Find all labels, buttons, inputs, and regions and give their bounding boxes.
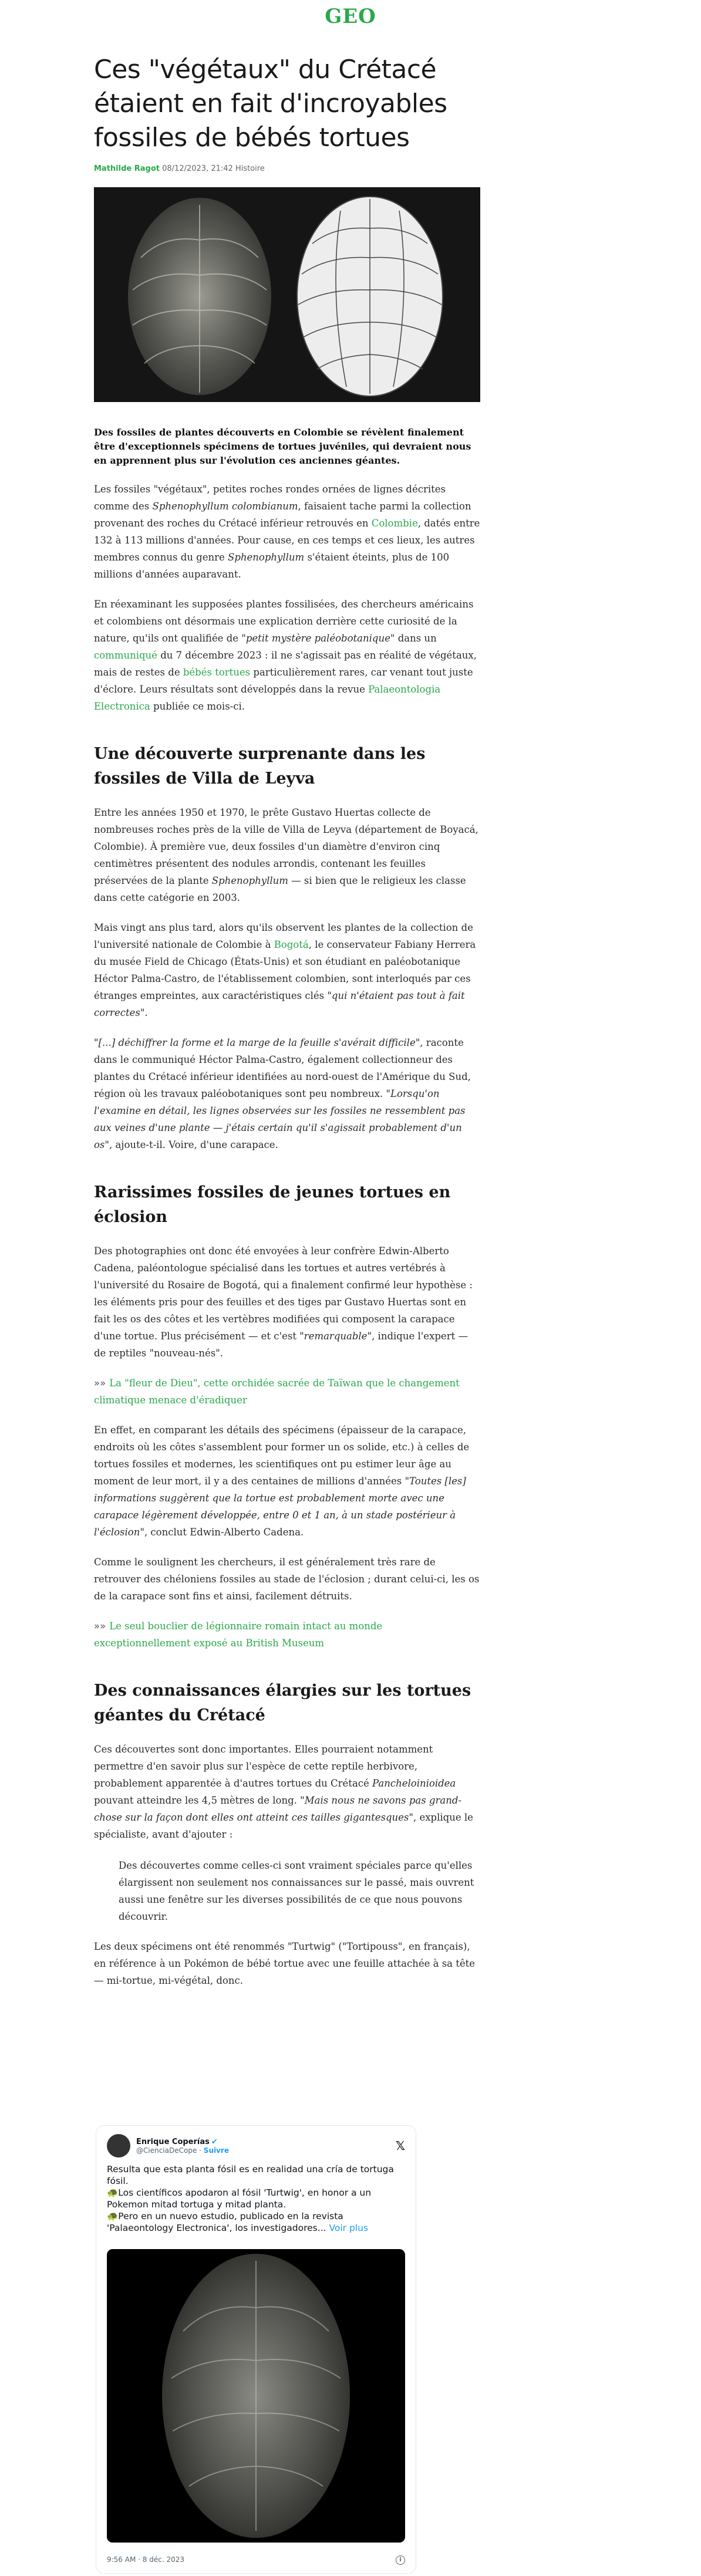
- x-logo-icon[interactable]: 𝕏: [395, 2139, 405, 2153]
- verified-badge-icon: ✔: [211, 2137, 218, 2146]
- article: [94, 53, 480, 1989]
- paragraph-7: En effet, en comparant les détails des spécimens (épaisseur de la carapace, endroits où les côtes s'assemblent pour former un os solide, etc.) à celles de tortues fossiles et modernes, les scientifiques ont pu estimer leur âge au moment de leur mort, il y a des centaines de millions d'années "Toutes [les] informations suggèrent que la tortue est probablement morte avec une carapace légèrement développée, entre 0 et 1 an, à un stade postérieur à l'éclosion", conclut Edwin-Alberto Cadena.: [94, 1424, 470, 1538]
- publish-datetime: 08/12/2023, 21:42: [162, 164, 233, 173]
- tweet-media-image[interactable]: [107, 2249, 405, 2543]
- related-article-2-link[interactable]: Le seul bouclier de légionnaire romain intact au monde exceptionnellement exposé au British Museum: [94, 1620, 383, 1649]
- article-meta: [94, 164, 480, 173]
- related-article-1-link[interactable]: La "fleur de Dieu", cette orchidée sacrée de Taïwan que le changement climatique menace d'éradiquer: [94, 1378, 460, 1406]
- author-link[interactable]: Mathilde Ragot: [94, 164, 160, 173]
- section-heading-2: Rarissimes fossiles de jeunes tortues en éclosion: [94, 1183, 451, 1226]
- article-title: Ces "végétaux" du Crétacé étaient en fait d'incroyables fossiles de bébés tortues: [94, 55, 447, 153]
- related-arrow-icon: »»: [94, 1620, 106, 1632]
- paragraph-5: "[...] déchiffrer la forme et la marge de la feuille s'avérait difficile", raconte dans le communiqué Héctor Palma-Castro, également collectionneur des plantes du Crétacé inférieur identifiées au nord-ouest de l'Amérique du Sud, région où les travaux paléobotaniques sont peu nombreux. "Lorsqu'on l'examine en détail, les lignes observées sur les fossiles ne ressemblent pas aux veines d'une plante — j'étais certain qu'il s'agissait probablement d'un os", ajoute-t-il. Voire, d'une carapace.: [94, 1037, 471, 1150]
- paragraph-2: En réexaminant les supposées plantes fossilisées, des chercheurs américains et colombiens ont désormais une explication derrière cette curiosité de la nature, qu'ils ont qualifiée de "petit mystère paléobotanique" dans un communiqué du 7 décembre 2023 : il ne s'agissait pas en réalité de végétaux, mais de restes de bébés tortues particulièrement rares, car venant tout juste d'éclore. Leurs résultats sont développés dans la revue Palaeontologia Electronica publiée ce mois-ci.: [94, 599, 477, 712]
- link-palaeontologia[interactable]: Palaeontologia Electronica: [94, 684, 441, 712]
- embedded-tweet[interactable]: [96, 2125, 416, 2574]
- paragraph-6: Des photographies ont donc été envoyées à leur confrère Edwin-Alberto Cadena, paléontologue spécialisé dans les tortues et autres vertébrés à l'université du Rosaire de Bogotá, qui a finalement confirmé leur hypothèse : les éléments pris pour des feuilles et des tiges par Gustavo Huertas sont en fait les os des côtes et les vertèbres modifiées qui composent la carapace d'une tortue. Plus précisément — et c'est "remarquable", indique l'expert — de reptiles "nouveau-nés".: [94, 1245, 473, 1359]
- tweet-line-2: 🐢Los científicos apodaron al fósil 'Turtwig', en honor a un Pokemon mitad tortuga y mitad planta.: [107, 2187, 372, 2210]
- info-icon[interactable]: i: [396, 2555, 405, 2565]
- turtle-fossil-illustration: [94, 187, 480, 402]
- tweet-author-name[interactable]: Enrique Coperías: [136, 2137, 210, 2146]
- category-link[interactable]: Histoire: [235, 164, 265, 173]
- site-header: [0, 0, 701, 33]
- tweet-header: [96, 2126, 416, 2158]
- section-heading-3: Des connaissances élargies sur les tortues géantes du Crétacé: [94, 1682, 471, 1724]
- related-article-2[interactable]: [94, 1618, 480, 1652]
- paragraph-9: Ces découvertes sont donc importantes. Elles pourraient notamment permettre d'en savoir plus sur l'espèce de cette reptile herbivore, probablement apparentée à d'autres tortues du Crétacé Pancheloinioidea pouvant atteindre les 4,5 mètres de long. "Mais nous ne savons pas grand-chose sur la façon dont elles ont atteint ces tailles gigantesques", explique le spécialiste, avant d'ajouter :: [94, 1744, 473, 1840]
- tweet-avatar[interactable]: [107, 2134, 130, 2158]
- paragraph-1: Les fossiles "végétaux", petites roches rondes ornées de lignes décrites comme des Sphenophyllum colombianum, faisaient tache parmi la collection provenant des roches du Crétacé inférieur retrouvés en Colombie, datés entre 132 à 113 millions d'années. Pour cause, en ces temps et ces lieux, les autres membres connus du genre Sphenophyllum s'étaient éteints, plus de 100 millions d'années auparavant.: [94, 484, 480, 580]
- related-arrow-icon: »»: [94, 1378, 106, 1389]
- tweet-line-1: Resulta que esta planta fósil es en realidad una cría de tortuga fósil.: [107, 2164, 394, 2186]
- site-logo[interactable]: GEO: [325, 5, 376, 28]
- link-communique[interactable]: communiqué: [94, 650, 157, 661]
- tweet-see-more[interactable]: Voir plus: [329, 2223, 369, 2233]
- paragraph-3: Entre les années 1950 et 1970, le prête Gustavo Huertas collecte de nombreuses roches près de la ville de Villa de Leyva (département de Boyacá, Colombie). À première vue, deux fossiles d'un diamètre d'environ cinq centimètres présentent des nodules arrondis, contenant les feuilles préservées de la plante Sphenophyllum — si bien que le religieux les classe dans cette catégorie en 2003.: [94, 807, 478, 903]
- tweet-handle[interactable]: @CienciaDeCope: [136, 2146, 197, 2155]
- article-lead: Des fossiles de plantes découverts en Colombie se révèlent finalement être d'exceptionnels spécimens de tortues juvéniles, qui devraient nous en apprennent plus sur l'évolution ces anciennes géantes.: [94, 427, 471, 466]
- blockquote: Des découvertes comme celles-ci sont vraiment spéciales parce qu'elles élargissent non seulement nos connaissances sur le passé, mais ouvrent aussi une fenêtre sur les diverses possibilités de ce que nous pouvons découvrir.: [119, 1860, 474, 1922]
- tweet-line-3: 🐢Pero en un nuevo estudio, publicado en la revista 'Palaeontology Electronica', los investigadores... Voir plus: [107, 2211, 369, 2233]
- tweet-follow-button[interactable]: Suivre: [203, 2146, 229, 2155]
- link-colombie[interactable]: Colombie: [371, 518, 418, 529]
- paragraph-10: Les deux spécimens ont été renommés "Turtwig" ("Tortipouss", en français), en référence à un Pokémon de bébé tortue avec une feuille attachée à sa tête — mi-tortue, mi-végétal, donc.: [94, 1941, 476, 1986]
- link-bogota[interactable]: Bogotá: [274, 939, 309, 950]
- tweet-text: [96, 2158, 416, 2234]
- tweet-footer: [107, 2555, 405, 2565]
- fossil-photo: [107, 2249, 405, 2543]
- link-bebes-tortues[interactable]: bébés tortues: [183, 667, 251, 678]
- hero-image: [94, 187, 480, 402]
- section-heading-1: Une découverte surprenante dans les fossiles de Villa de Leyva: [94, 745, 426, 788]
- related-article-1[interactable]: [94, 1375, 480, 1409]
- paragraph-4: Mais vingt ans plus tard, alors qu'ils observent les plantes de la collection de l'université nationale de Colombie à Bogotá, le conservateur Fabiany Herrera du musée Field de Chicago (États-Unis) et son étudiant en paléobotanique Héctor Palma-Castro, de l'établissement colombien, sont interloqués par ces étranges empreintes, aux caractéristiques clés "qui n'étaient pas tout à fait correctes".: [94, 922, 476, 1018]
- tweet-author: Enrique Coperías ✔ @CienciaDeCope · Suivre: [136, 2137, 229, 2155]
- tweet-timestamp[interactable]: 9:56 AM · 8 déc. 2023: [107, 2555, 184, 2564]
- paragraph-8: Comme le soulignent les chercheurs, il est généralement très rare de retrouver des chéloniens fossiles au stade de l'éclosion ; durant celui-ci, les os de la carapace sont fins et ainsi, facilement détruits.: [94, 1557, 480, 1602]
